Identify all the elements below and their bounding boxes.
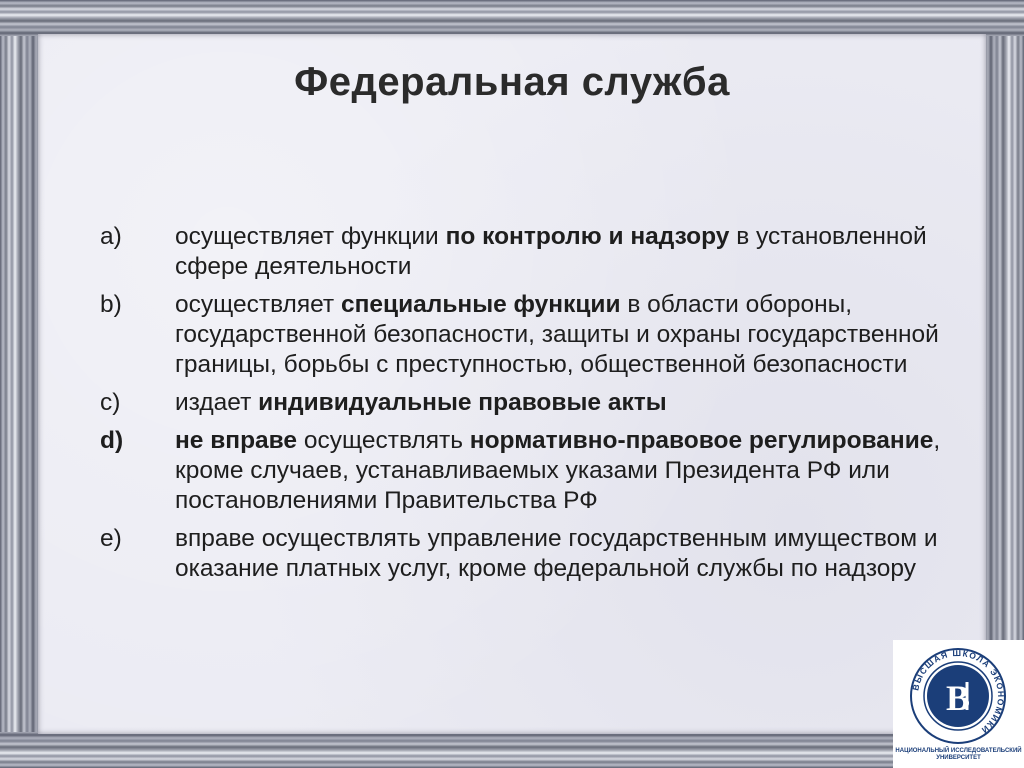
- slide-canvas: [38, 34, 986, 734]
- slide-frame-bottom: [0, 732, 1024, 768]
- logo-caption: [893, 748, 1024, 762]
- hse-logo: [893, 640, 1024, 768]
- bullet-list: [100, 222, 980, 592]
- text-segment: вправе осуществлять управление государственным имуществом и оказание платных услуг, кроме федеральной службы по надзору: [175, 525, 938, 582]
- list-marker: b): [100, 291, 122, 318]
- list-item: [100, 426, 980, 516]
- text-segment-bold: специальные функции: [340, 291, 621, 318]
- list-item-text: [175, 426, 980, 516]
- list-item-text: [175, 388, 980, 418]
- text-segment: в области обороны, государственной безопасности, защиты и охраны государственной границы, борьбы с преступностью, общественной безопасности: [175, 291, 939, 378]
- list-marker: e): [100, 525, 122, 552]
- list-item-text: [175, 290, 980, 380]
- text-segment-bold: индивидуальные правовые акты: [258, 389, 667, 416]
- list-marker: c): [100, 389, 121, 416]
- svg-text:В: В: [945, 678, 971, 718]
- text-segment: осуществлять: [297, 427, 470, 454]
- text-segment: осуществляет функции: [175, 223, 446, 250]
- text-segment-bold: не вправе: [175, 427, 298, 454]
- list-marker: a): [100, 223, 122, 250]
- hse-emblem-icon: [905, 646, 1011, 746]
- logo-caption-line: УНИВЕРСИТЕТ: [936, 755, 981, 761]
- text-segment-bold: нормативно-правовое регулирование: [469, 427, 934, 454]
- text-segment: , кроме случаев, устанавливаемых указами Президента РФ или постановлениями Правительства РФ: [175, 427, 941, 514]
- slide-title: Федеральная служба: [294, 60, 730, 104]
- list-item: [100, 290, 980, 380]
- logo-caption-line: НАЦИОНАЛЬНЫЙ ИССЛЕДОВАТЕЛЬСКИЙ: [895, 748, 1022, 754]
- list-marker: d): [100, 427, 124, 454]
- text-segment-bold: по контролю и надзору: [445, 223, 730, 250]
- slide-frame-top: [0, 0, 1024, 36]
- logo-ring-text: ВЫСШАЯ ШКОЛА ЭКОНОМИКИ: [910, 647, 1007, 736]
- text-segment: осуществляет: [175, 291, 341, 318]
- list-item-text: [175, 524, 980, 584]
- list-item-text: [175, 222, 980, 282]
- text-segment: издает: [175, 389, 259, 416]
- list-item: [100, 388, 980, 418]
- list-item: [100, 222, 980, 282]
- list-item: [100, 524, 980, 584]
- text-segment: в установленной сфере деятельности: [175, 223, 927, 280]
